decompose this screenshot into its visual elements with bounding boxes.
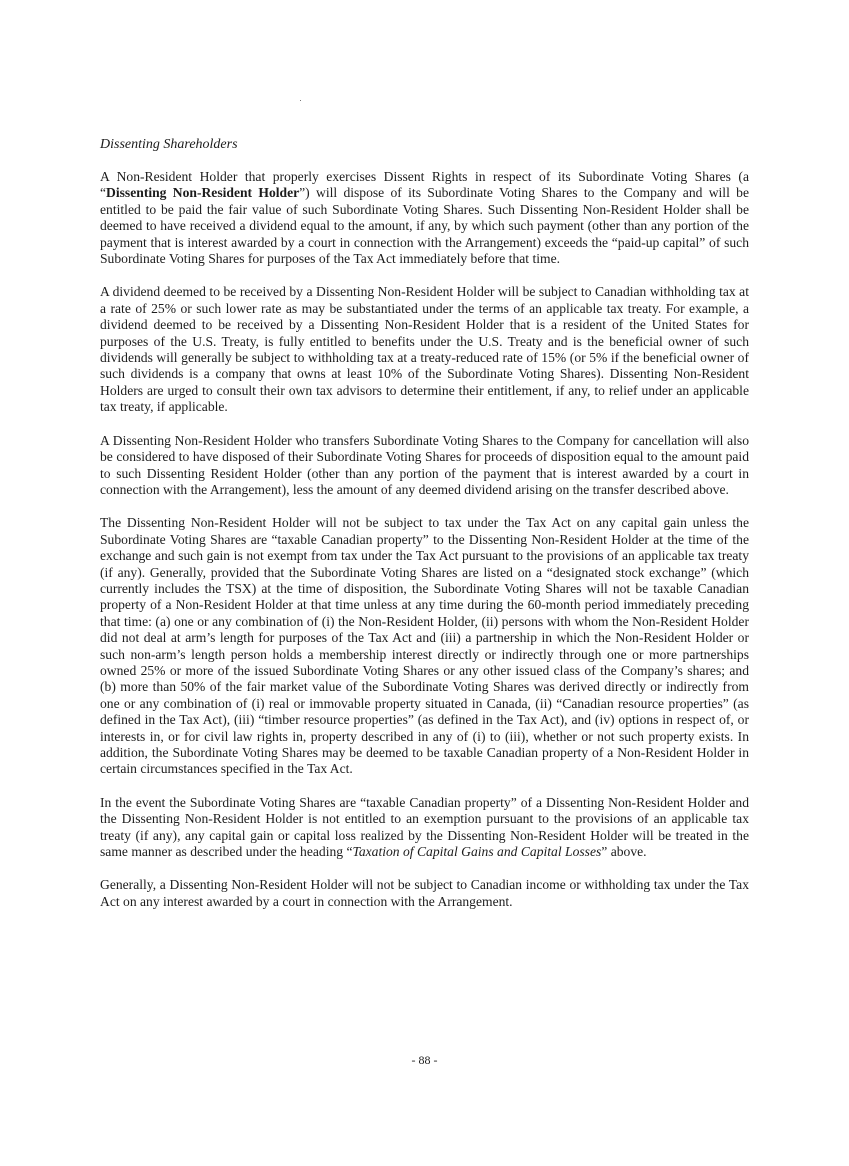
paragraph-text: ” above.	[601, 844, 647, 860]
paragraph-capital-gain: The Dissenting Non-Resident Holder will not be subject to tax under the Tax Act on any capital gain unless the Subordinate Voting Shares are “taxable Canadian property” to the Dissenting Non-Resident Holder at the time of the exchange and such gain is not exempt from tax under the Tax Act pursuant to the provisions of an applicable tax treaty (if any). Generally, provided that the Subordinate Voting Shares are listed on a “designated stock exchange” (which currently includes the TSX) at the time of disposition, the Subordinate Voting Shares will not be taxable Canadian property of a Non-Resident Holder at that time unless at any time during the 60-month period immediately preceding that time: (a) one or any combination of (i) the Non-Resident Holder, (ii) persons with whom the Non-Resident Holder did not deal at arm’s length for purposes of the Tax Act and (iii) a partnership in which the Non-Resident Holder or such non-arm’s length person holds a membership interest directly or indirectly through one or more partnerships owned 25% or more of the issued Subordinate Voting Shares or any other issued class of the Company’s shares; and (b) more than 50% of the fair market value of the Subordinate Voting Shares was derived directly or indirectly from one or any combination of (i) real or immovable property situated in Canada, (ii) “Canadian resource properties” (as defined in the Tax Act), (iii) “timber resource properties” (as defined in the Tax Act), and (iv) options in respect of, or interests in, or for civil law rights in, property described in any of (i) to (iii), whether or not such property exists. In addition, the Subordinate Voting Shares may be deemed to be taxable Canadian property of a Non-Resident Holder in certain circumstances specified in the Tax Act.	[100, 515, 749, 777]
section-heading: Dissenting Shareholders	[100, 137, 238, 152]
paragraph-text: ”) will dispose of its Subordinate Voting Shares to the Company and will be entitled to be paid the fair value of such Subordinate Voting Shares. Such Dissenting Non-Resident Holder shall be deemed to have received a dividend equal to the amount, if any, by which such payment (other than any portion of the payment that is interest awarded by a court in connection with the Arrangement) exceeds the “paid-up capital” of such Subordinate Voting Shares for purposes of the Tax Act immediately before that time.	[100, 185, 749, 267]
paragraph-text: A Non-Resident Holder that properly exercises Dissent Rights in respect of its Subordinate Voting Shares (a “	[100, 169, 749, 201]
paragraph-dissent-rights	[100, 169, 749, 267]
paragraph-interest: Generally, a Dissenting Non-Resident Holder will not be subject to Canadian income or withholding tax under the Tax Act on any interest awarded by a court in connection with the Arrangement.	[100, 877, 749, 909]
paragraph-text: In the event the Subordinate Voting Shares are “taxable Canadian property” of a Dissenting Non-Resident Holder and the Dissenting Non-Resident Holder is not entitled to an exemption pursuant to the provisions of an applicable tax treaty (if any), any capital gain or capital loss realized by the Dissenting Non-Resident Holder will be treated in the same manner as described under the heading “	[100, 794, 749, 860]
paragraph-deemed-dividend: A dividend deemed to be received by a Dissenting Non-Resident Holder will be subject to Canadian withholding tax at a rate of 25% or such lower rate as may be substantiated under the terms of an applicable tax treaty. For example, a dividend deemed to be received by a Dissenting Non-Resident Holder that is a resident of the United States for purposes of the U.S. Treaty, is fully entitled to benefits under the U.S. Treaty and is the beneficial owner of such dividends will generally be subject to withholding tax at a treaty-reduced rate of 15% (or 5% if the beneficial owner of such dividends is a company that owns at least 10% of the Subordinate Voting Shares). Dissenting Non-Resident Holders are urged to consult their own tax advisors to determine their entitlement, if any, to relief under an applicable tax treaty, if applicable.	[100, 284, 749, 415]
paragraph-cancellation: A Dissenting Non-Resident Holder who transfers Subordinate Voting Shares to the Company for cancellation will also be considered to have disposed of their Subordinate Voting Shares for proceeds of disposition equal to the amount paid to such Dissenting Resident Holder (other than any portion of the payment that is interest awarded by a court in connection with the Arrangement), less the amount of any deemed dividend arising on the transfer described above.	[100, 432, 749, 497]
heading-reference: Taxation of Capital Gains and Capital Losses	[352, 844, 602, 860]
document-page	[100, 134, 749, 927]
scan-speck	[300, 100, 301, 101]
paragraph-taxable-canadian-property	[100, 795, 749, 861]
page-number: - 88 -	[411, 1053, 438, 1067]
defined-term: Dissenting Non-Resident Holder	[106, 185, 300, 201]
